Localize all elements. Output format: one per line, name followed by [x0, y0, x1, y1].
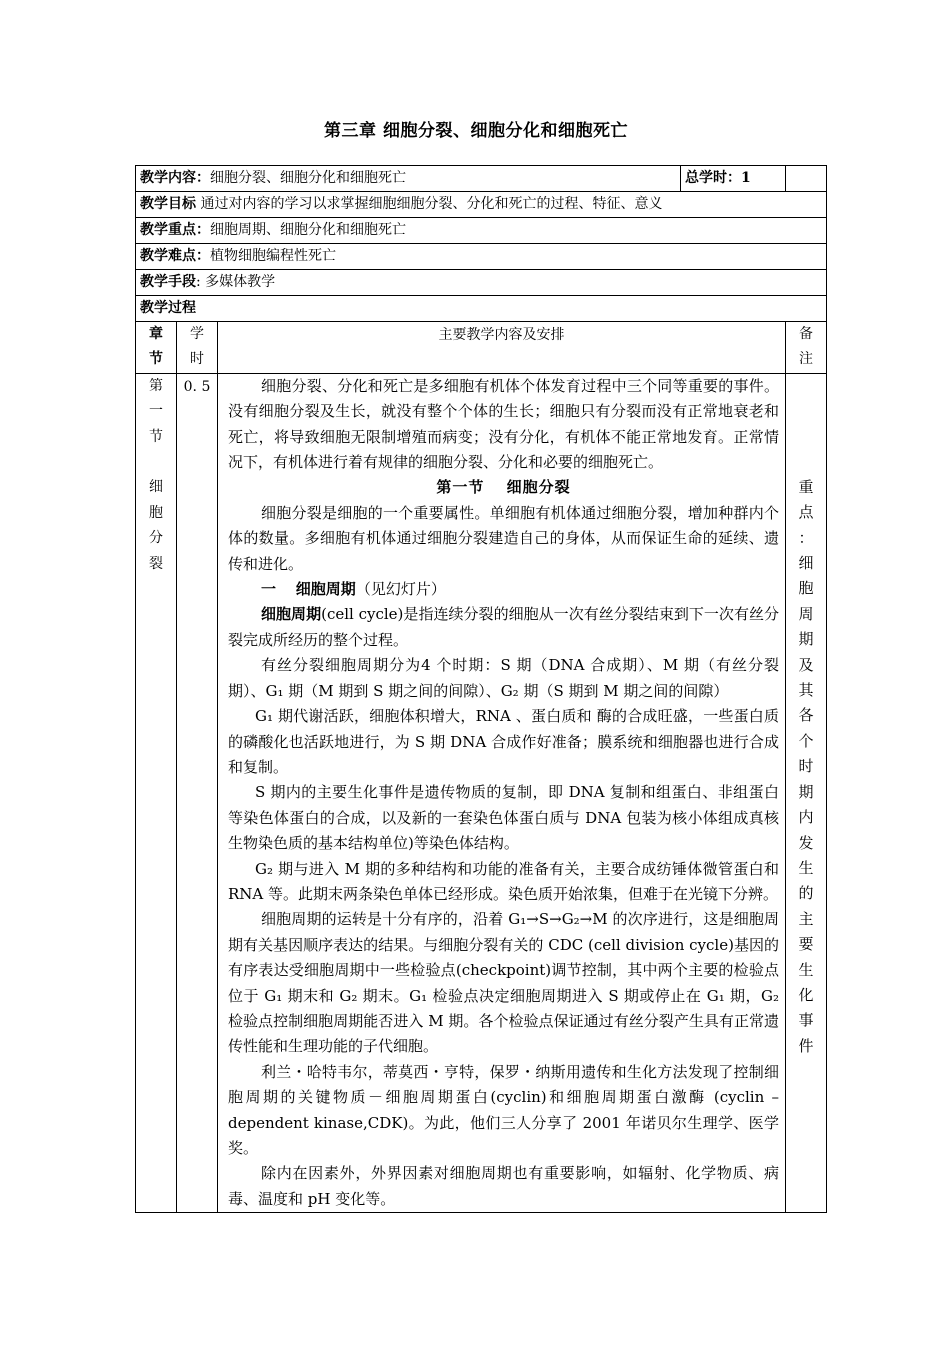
section-char: 第: [149, 377, 163, 394]
lesson-plan-table: [135, 165, 827, 1213]
remark-char: 重: [798, 477, 814, 496]
remark-char: 主: [798, 909, 814, 928]
section-heading: 第一节 细胞分裂: [436, 478, 571, 497]
remark-char: 期: [798, 782, 814, 801]
section-char: 细: [149, 479, 163, 496]
remark-char: 生: [798, 960, 814, 979]
difficulty-label: 教学难点: [140, 248, 196, 264]
key-label: 教学重点: [140, 222, 196, 238]
total-hours-label: 总学时：: [685, 170, 742, 186]
paragraph-7: 利兰・哈特韦尔，蒂莫西・亨特，保罗・纳斯用遗传和生化方法发现了控制细胞周期的关键物质－细胞周期蛋白(cyclin)和细胞周期蛋白激酶 (cyclin –dependent kinase,CDK)。为此，他们三人分享了 2001 年诺贝尔生理学、医学奖。: [228, 1062, 780, 1157]
definition-term: 细胞周期: [261, 605, 322, 624]
main-content: [218, 373, 786, 1212]
remark-char: 事: [798, 1011, 814, 1030]
key-value: 细胞周期、细胞分化和细胞死亡: [210, 222, 406, 238]
paragraph-4: S 期内的主要生化事件是遗传物质的复制，即 DNA 复制和组蛋白、非组蛋白等染色体蛋白的合成，以及新的一套染色体蛋白质与 DNA 包装为核小体组成真核生物染色质的基本结构单位)等染色体结构。: [228, 783, 780, 853]
page-title: 第三章 细胞分裂、细胞分化和细胞死亡: [324, 121, 628, 141]
means-label: 教学手段: [140, 274, 196, 290]
goal-value: 通过对内容的学习以求掌握细胞细胞分裂、分化和死亡的过程、特征、意义: [200, 196, 663, 212]
remark-char: 件: [798, 1036, 814, 1055]
content-label: 教学内容: [140, 170, 196, 186]
section-char: 胞: [149, 504, 163, 521]
remark-char: 其: [798, 681, 814, 700]
row-goal: [136, 192, 827, 218]
remark-char: 点: [798, 503, 814, 522]
remark-char: 的: [798, 884, 814, 903]
intro-paragraph: 细胞分裂、分化和死亡是多细胞有机体个体发育过程中三个同等重要的事件。没有细胞分裂及生长，就没有整个个体的生长；细胞只有分裂而没有正常地衰老和死亡，将导致细胞无限制增殖而病变；没有分化，有机体不能正常地发育。正常情况下，有机体进行着有规律的细胞分裂、分化和必要的细胞死亡。: [228, 376, 780, 472]
remark-char: 胞: [798, 579, 814, 598]
remark-spacer: [786, 374, 826, 475]
remark-char: 要: [798, 935, 814, 954]
hours-value: 0. 5: [177, 373, 218, 1212]
total-hours-value: 1: [741, 170, 751, 186]
paragraph-3: G₁ 期代谢活跃，细胞体积增大，RNA 、蛋白质和 酶的合成旺盛，一些蛋白质的磷酸化也活跃地进行，为 S 期 DNA 合成作好准备；膜系统和细胞器也进行合成和复制。: [228, 707, 780, 776]
remark-char: 生: [798, 858, 814, 877]
remark-char: 化: [798, 985, 814, 1004]
body-row: [136, 373, 827, 1212]
remark-char: 发: [798, 833, 814, 852]
col-remark-header: 备 注: [786, 322, 827, 374]
remark-char: 及: [798, 655, 814, 674]
remark-char: 时: [798, 757, 814, 776]
remark-char: 各: [798, 706, 814, 725]
remark-char: 周: [798, 604, 814, 623]
total-hours-tail: [786, 166, 827, 192]
total-hours-cell: [680, 166, 785, 191]
section-char: 一: [149, 403, 163, 420]
section-char: [136, 450, 176, 475]
means-value: 多媒体教学: [205, 274, 276, 290]
section-column: [136, 373, 177, 1212]
paragraph-5: G₂ 期与进入 M 期的多种结构和功能的准备有关，主要合成纺锤体微管蛋白和 RNA 等。此期末两条染色单体已经形成。染色质开始浓集，但难于在光镜下分辨。: [228, 859, 780, 903]
row-means: 教学手段: 多媒体教学: [136, 270, 827, 296]
col-main-header: 主要教学内容及安排: [218, 322, 786, 374]
content-value: 细胞分裂、细胞分化和细胞死亡: [210, 170, 406, 186]
paragraph-8: 除内在因素外，外界因素对细胞周期也有重要影响，如辐射、化学物质、病毒、温度和 pH 变化等。: [228, 1164, 780, 1208]
paragraph-2: 有丝分裂细胞周期分为4 个时期：S 期（DNA 合成期）、M 期（有丝分裂期）、G₁ 期（M 期到 S 期之间的间隙）、G₂ 期（S 期到 M 期之间的间隙）: [228, 656, 780, 700]
section-char: 分: [149, 530, 163, 547]
section-char: 节: [149, 428, 163, 445]
row-content: [136, 166, 827, 192]
content-cell: 教学内容：细胞分裂、细胞分化和细胞死亡 总学时：1: [136, 166, 786, 192]
difficulty-value: 植物细胞编程性死亡: [210, 248, 336, 264]
section-char: 裂: [149, 555, 163, 572]
remark-char: 细: [798, 554, 814, 573]
row-difficulty: 教学难点：植物细胞编程性死亡: [136, 244, 827, 270]
col-hours-header: 学 时: [177, 322, 218, 374]
remark-char: 个: [798, 731, 814, 750]
row-process: [136, 296, 827, 322]
paragraph-1: 细胞分裂是细胞的一个重要属性。单细胞有机体通过细胞分裂，增加种群内个体的数量。多细胞有机体通过细胞分裂建造自己的身体，从而保证生命的延续、遗传和进化。: [228, 503, 780, 573]
column-header-row: [136, 322, 827, 374]
remark-char: 内: [798, 808, 814, 827]
remark-column: [786, 373, 827, 1212]
remark-char: ：: [798, 528, 814, 547]
subsection-heading: 一 细胞周期（见幻灯片）: [261, 580, 446, 599]
goal-label: 教学目标: [140, 196, 196, 212]
definition-paragraph: 细胞周期(cell cycle)是指连续分裂的细胞从一次有丝分裂结束到下一次有丝分裂完成所经历的整个过程。: [228, 605, 779, 649]
remark-char: 期: [798, 630, 814, 649]
paragraph-6: 细胞周期的运转是十分有序的，沿着 G₁→S→G₂→M 的次序进行，这是细胞周期有关基因顺序表达的结果。与细胞分裂有关的 CDC (cell division cycle)基因的有序表达受细胞周期中一些检验点(checkpoint)调节控制，其中两个主要的检验点位于 G₁ 期末和 G₂ 期末。G₁ 检验点决定细胞周期进入 S 期或停止在 G₁ 期，G₂ 检验点控制细胞周期能否进入 M 期。各个检验点保证通过有丝分裂产生具有正常遗传性能和生理功能的子代细胞。: [228, 910, 780, 1056]
row-key: 教学重点：细胞周期、细胞分化和细胞死亡: [136, 218, 827, 244]
process-label: 教学过程: [140, 300, 196, 316]
col-chapter-header: 章 节: [136, 322, 177, 374]
